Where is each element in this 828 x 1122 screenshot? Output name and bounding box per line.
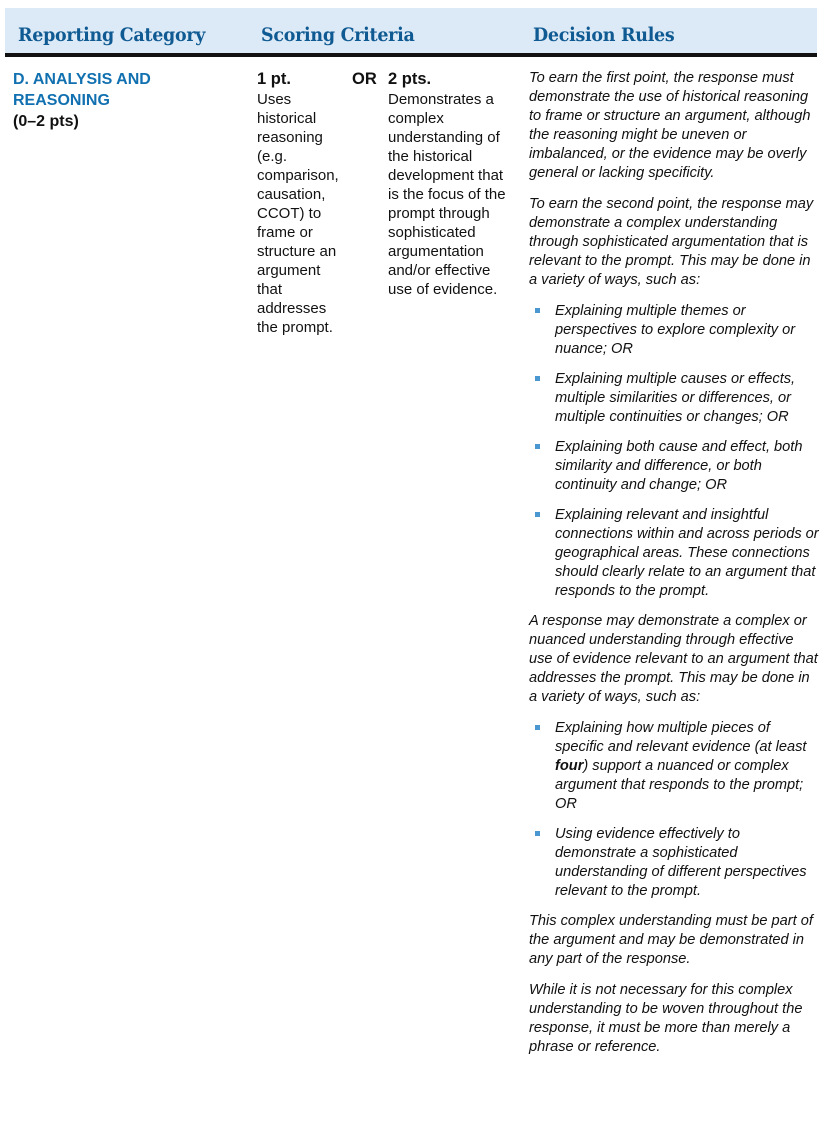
list-item: Explaining multiple themes or perspectives to explore complexity or nuance; OR bbox=[555, 302, 819, 359]
rule-evidence: A response may demonstrate a complex or nuanced understanding through effective use of evidence relevant to an argument that addresses the prompt. This may be done in a variety of ways, such as: bbox=[529, 613, 818, 705]
list-item: Explaining how multiple pieces of specific and relevant evidence (at least four) support a nuanced or complex argument that responds to the prompt; OR bbox=[555, 719, 819, 814]
criteria-two-points bbox=[388, 69, 516, 299]
rule-not-necessary: While it is not necessary for this complex understanding to be woven throughout the response, it must be more than merely a phrase or reference. bbox=[529, 982, 803, 1055]
decision-rules-cell bbox=[529, 69, 819, 1069]
reporting-category-cell bbox=[13, 69, 243, 132]
bullet-icon bbox=[535, 444, 540, 449]
bullet-icon bbox=[535, 831, 540, 836]
list-item: Using evidence effectively to demonstrate a sophisticated understanding of different perspectives relevant to the prompt. bbox=[555, 825, 819, 901]
rule-first-point: To earn the first point, the response must demonstrate the use of historical reasoning to frame or structure an argument, although the reasoning might be uneven or imbalanced, or the evidence may be overly general or lacking specificity. bbox=[529, 70, 811, 181]
bullet-icon bbox=[535, 376, 540, 381]
bullet-icon bbox=[535, 308, 540, 313]
one-point-label: 1 pt. bbox=[257, 70, 291, 88]
list-item: Explaining both cause and effect, both similarity and difference, or both continuity and change; OR bbox=[555, 438, 819, 495]
emphasis-four: four bbox=[555, 758, 584, 774]
list-item: Explaining multiple causes or effects, multiple similarities or differences, or multiple continuities or changes; OR bbox=[555, 370, 819, 427]
category-points: (0–2 pts) bbox=[13, 113, 79, 130]
criteria-one-point bbox=[257, 69, 349, 337]
argumentation-list bbox=[529, 302, 819, 601]
table-header bbox=[5, 8, 817, 57]
two-points-label: 2 pts. bbox=[388, 70, 432, 88]
two-points-text: Demonstrates a complex understanding of the historical development that is the focus of the prompt through sophisticated argumentation and/or effective use of evidence. bbox=[388, 91, 506, 298]
bullet-icon bbox=[535, 512, 540, 517]
rule-second-point: To earn the second point, the response may demonstrate a complex understanding through sophisticated argumentation that is relevant to the prompt. This may be done in a variety of ways, such as: bbox=[529, 196, 814, 288]
header-reporting-category: Reporting Category bbox=[18, 24, 206, 46]
header-scoring-criteria: Scoring Criteria bbox=[261, 24, 415, 46]
rule-part-of-argument: This complex understanding must be part of the argument and may be demonstrated in any part of the response. bbox=[529, 913, 813, 967]
list-item: Explaining relevant and insightful connections within and across periods or geographical areas. These connections should clearly relate to an argument that responds to the prompt. bbox=[555, 506, 819, 601]
one-point-text: Uses historical reasoning (e.g. comparison, causation, CCOT) to frame or structure an argument that addresses the prompt. bbox=[257, 91, 339, 336]
bullet-icon bbox=[535, 725, 540, 730]
header-decision-rules: Decision Rules bbox=[533, 24, 675, 46]
evidence-list bbox=[529, 719, 819, 901]
category-title: D. ANALYSIS AND REASONING bbox=[13, 71, 151, 109]
or-label: OR bbox=[352, 70, 377, 88]
